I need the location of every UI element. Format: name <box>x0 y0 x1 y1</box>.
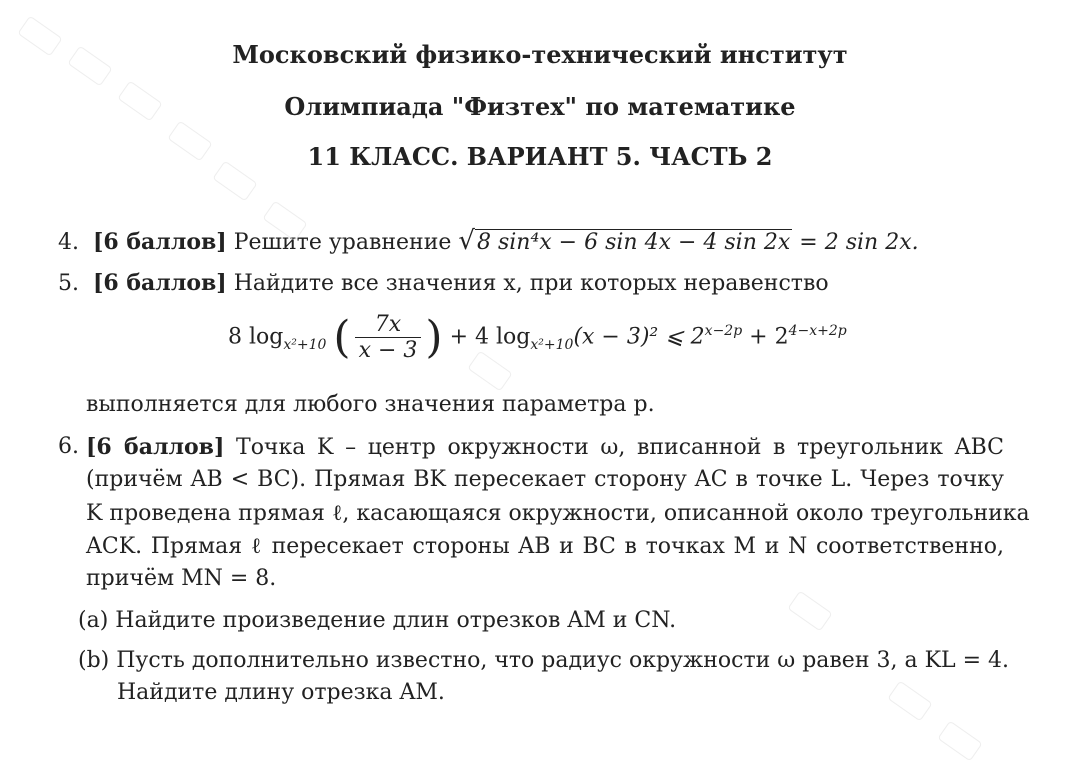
problem-6-line-3: K проведена прямая ℓ, касающаяся окружности, описанной около треугольника <box>86 501 1030 526</box>
problem-5 <box>58 270 829 296</box>
problem-6-line-2: (причём AB < BC). Прямая BK пересекает сторону AC в точке L. Через точку <box>86 467 1004 492</box>
log-base-1: x²+10 <box>283 336 327 353</box>
watermark-icon <box>887 681 932 722</box>
problem-6-line-4: ACK. Прямая ℓ пересекает стороны AB и BC в точках M и N соответственно, <box>86 534 1004 559</box>
log-base-2: x²+10 <box>530 336 574 353</box>
problem-6-head <box>58 434 86 459</box>
olympiad-title: Олимпиада "Физтех" по математике <box>284 92 796 121</box>
problem-5-points: [6 баллов] <box>93 270 227 296</box>
part-a-text: Найдите произведение длин отрезков AM и CN. <box>115 608 677 633</box>
institute-title: Московский физико-технический институт <box>232 40 848 69</box>
part-b-label: (b) <box>78 648 110 673</box>
problem-4-points: [6 баллов] <box>93 229 227 255</box>
problem-5-formula: 8 $\log_{x^2+10}$ ( $\frac{7x}{x - 3}$ ) + 4 $\log_{x^2+10}(x - 3)^2$ ⩽ $2^{x-2p} + 2^{4-x+2p}$ <box>228 312 847 363</box>
problem-4 <box>58 226 919 256</box>
problem-6-line-1-text: Точка K – центр окружности ω, вписанной в треугольник ABC <box>236 435 1004 460</box>
part-b-text-2: Найдите длину отрезка AM. <box>117 680 445 705</box>
variant-title: 11 КЛАСС. ВАРИАНТ 5. ЧАСТЬ 2 <box>307 142 773 171</box>
formula-arg: (x − 3)² ⩽ 2 <box>573 324 705 350</box>
problem-6-line-5: причём MN = 8. <box>86 566 277 591</box>
part-b-text-1: Пусть дополнительно известно, что радиус окружности ω равен 3, а KL = 4. <box>116 648 1010 673</box>
problem-4-radicand: 8 sin⁴x − 6 sin 4x − 4 sin 2x <box>476 230 791 255</box>
formula-plus: + 2 <box>749 324 789 350</box>
problem-5-text: Найдите все значения x, при которых неравенство <box>233 271 829 296</box>
sqrt-sign: √ <box>458 226 475 256</box>
fraction <box>355 312 422 363</box>
problem-4-text: Решите уравнение <box>233 230 452 255</box>
problem-4-rhs: = 2 sin 2x. <box>799 230 919 255</box>
fraction-numerator: 7x <box>355 312 422 338</box>
fraction-denominator: x − 3 <box>358 338 418 363</box>
problem-4-number: 4. <box>58 230 79 255</box>
formula-mid: + 4 log <box>449 324 531 350</box>
problem-6-points: [6 баллов] <box>86 434 225 460</box>
problem-5-continuation: выполняется для любого значения параметра p. <box>86 392 655 417</box>
problem-6-line-1 <box>86 434 1004 460</box>
problem-6-part-a <box>78 608 676 633</box>
part-a-label: (a) <box>78 608 109 633</box>
exponent-1: x−2p <box>704 323 743 340</box>
watermark-icon <box>787 591 832 632</box>
problem-6-part-b <box>78 648 1009 673</box>
problem-6-number: 6. <box>58 434 79 459</box>
problem-5-number: 5. <box>58 271 79 296</box>
formula-left: 8 log <box>228 324 284 350</box>
watermark-icon <box>937 721 982 762</box>
exponent-2: 4−x+2p <box>788 323 847 340</box>
